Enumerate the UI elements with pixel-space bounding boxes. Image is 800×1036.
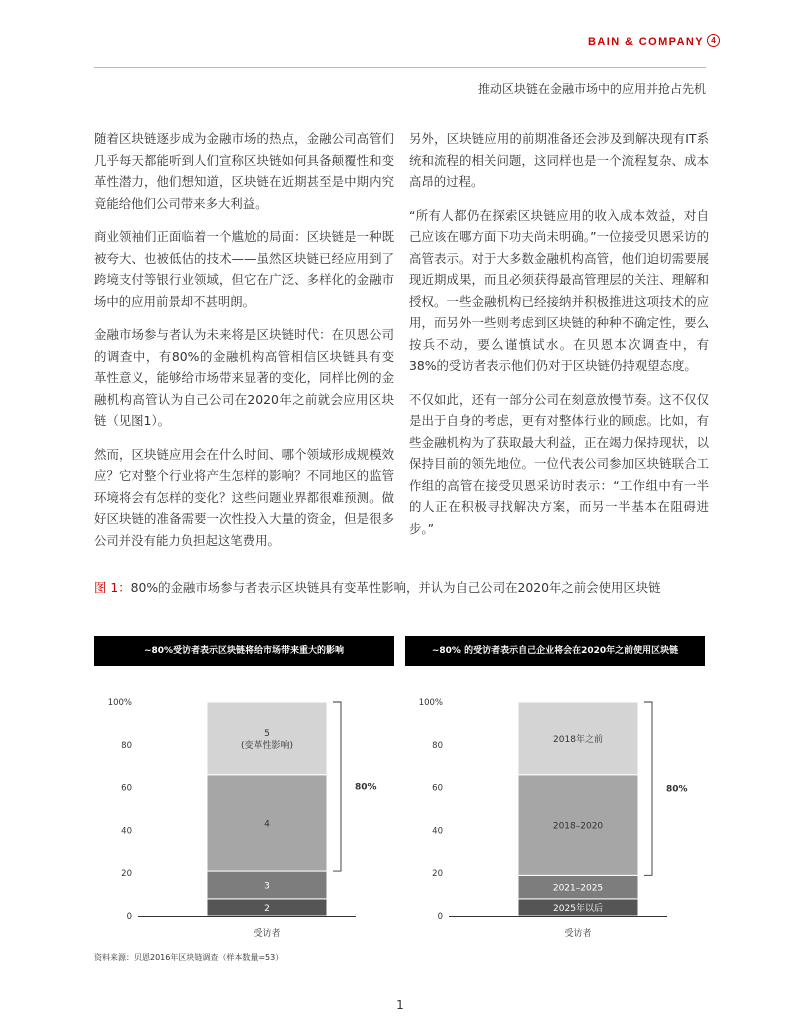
chart-left [94, 690, 394, 950]
paragraph: 随着区块链逐步成为金融市场的热点，金融公司高管们几乎每天都能听到人们宣称区块链如何具备颠覆性和变革性潜力，他们想知道，区块链在近期甚至是中期内究竟能给他们公司带来多大利益。 [94, 131, 394, 211]
chart-left-svg [94, 690, 394, 946]
page-number: 1 [396, 998, 404, 1012]
y-tick-label: 100% [418, 698, 443, 708]
body-column-right [409, 128, 709, 551]
header-divider [94, 67, 706, 68]
paragraph: 金融市场参与者认为未来将是区块链时代：在贝恩公司的调查中，有80%的金融机构高管相信区块链具有变革性意义，能够给市场带来显著的变化，同样比例的金融机构高管认为自己公司在2020年之前就会应用区块链（见图1）。 [94, 327, 394, 428]
source-note: 资料来源：贝恩2016年区块链调查（样本数量=53） [94, 953, 284, 962]
y-tick-label: 60 [121, 783, 132, 794]
y-tick-label: 80 [432, 740, 443, 751]
figure-caption-text: 80%的金融市场参与者表示区块链具有变革性影响，并认为自己公司在2020年之前会使用区块链 [130, 580, 661, 595]
paragraph: 商业领袖们正面临着一个尴尬的局面：区块链是一种既被夸大、也被低估的技术——虽然区块链已经应用到了跨境支付等银行业领域，但它在广泛、多样化的金融市场中的应用前景却不甚明朗。 [94, 229, 394, 309]
body-column-left [94, 128, 394, 563]
y-tick-label: 60 [432, 783, 443, 794]
y-tick-label: 100% [107, 698, 132, 708]
bar-segment-label: 2 [264, 903, 270, 914]
chart-right-svg [405, 690, 705, 946]
brand-logo-icon: 4 [707, 34, 720, 47]
bar-segment-label: (变革性影响) [240, 740, 294, 751]
paragraph: 另外，区块链应用的前期准备还会涉及到解决现有IT系统和流程的相关问题，这同样也是一个流程复杂、成本高昂的过程。 [409, 131, 709, 189]
paragraph: 不仅如此，还有一部分公司在刻意放慢节奏。这不仅仅是出于自身的考虑，更有对整体行业的顾虑。比如，有些金融机构为了获取最大利益，正在竭力保持现状，以保持目前的领先地位。一位代表公司参加区块链联合工作组的高管在接受贝恩采访时表示：“工作组中有一半的人正在积极寻找解决方案，而另一半基本在阻碍进步。” [409, 391, 709, 536]
bar-segment-label: 2021–2025 [552, 883, 604, 894]
bracket [644, 702, 652, 875]
chart-right [405, 690, 705, 950]
category-label: 受访者 [253, 929, 281, 939]
y-tick-label: 40 [432, 826, 443, 837]
y-tick-label: 0 [126, 912, 132, 922]
brand-logo-text: BAIN & COMPANY [588, 36, 704, 48]
figure-label: 图 1： [94, 580, 131, 595]
bracket-label: 80% [355, 782, 377, 793]
y-tick-label: 80 [121, 740, 132, 751]
paragraph: “所有人都仍在探索区块链应用的收入成本效益，对自己应该在哪方面下功夫尚未明确。”一位接受贝恩采访的高管表示。对于大多数金融机构高管，他们迫切需要展现近期成果，而且必须获得最高管理层的关注、理解和授权。一些金融机构已经接纳并积极推进这项技术的应用，而另外一些则考虑到区块链的种种不确定性，要么按兵不动，要么谨慎试水。在贝恩本次调查中，有38%的受访者表示他们仍对于区块链仍持观望态度。 [409, 207, 709, 373]
bar-segment-label: 2018–2020 [552, 821, 604, 832]
bar-segment-label: 2018年之前 [553, 734, 603, 745]
y-tick-label: 20 [121, 869, 132, 880]
figure-caption [94, 578, 661, 596]
y-tick-label: 20 [432, 869, 443, 880]
bar-segment-label: 4 [264, 819, 270, 830]
category-label: 受访者 [564, 929, 592, 939]
chart-right-title: ~80% 的受访者表示自己企业将会在2020年之前使用区块链 [405, 636, 705, 666]
bar-segment-label: 2025年以后 [553, 903, 603, 914]
bar-segment-label: 3 [264, 881, 270, 892]
bar-segment-label: 5 [264, 728, 270, 739]
paragraph: 然而，区块链应用会在什么时间、哪个领域形成规模效应？它对整个行业将产生怎样的影响？不同地区的监管环境将会有怎样的变化？这些问题业界都很难预测。做好区块链的准备需要一次性投入大量的资金，但是很多公司并没有能力负担起这笔费用。 [94, 446, 394, 548]
chart-left-title: ~80%受访者表示区块链将给市场带来重大的影响 [94, 636, 394, 666]
bracket-label: 80% [666, 784, 688, 795]
y-tick-label: 40 [121, 826, 132, 837]
page-header-title: 推动区块链在金融市场中的应用并抢占先机 [477, 82, 706, 96]
bracket [333, 702, 341, 871]
y-tick-label: 0 [437, 912, 443, 922]
